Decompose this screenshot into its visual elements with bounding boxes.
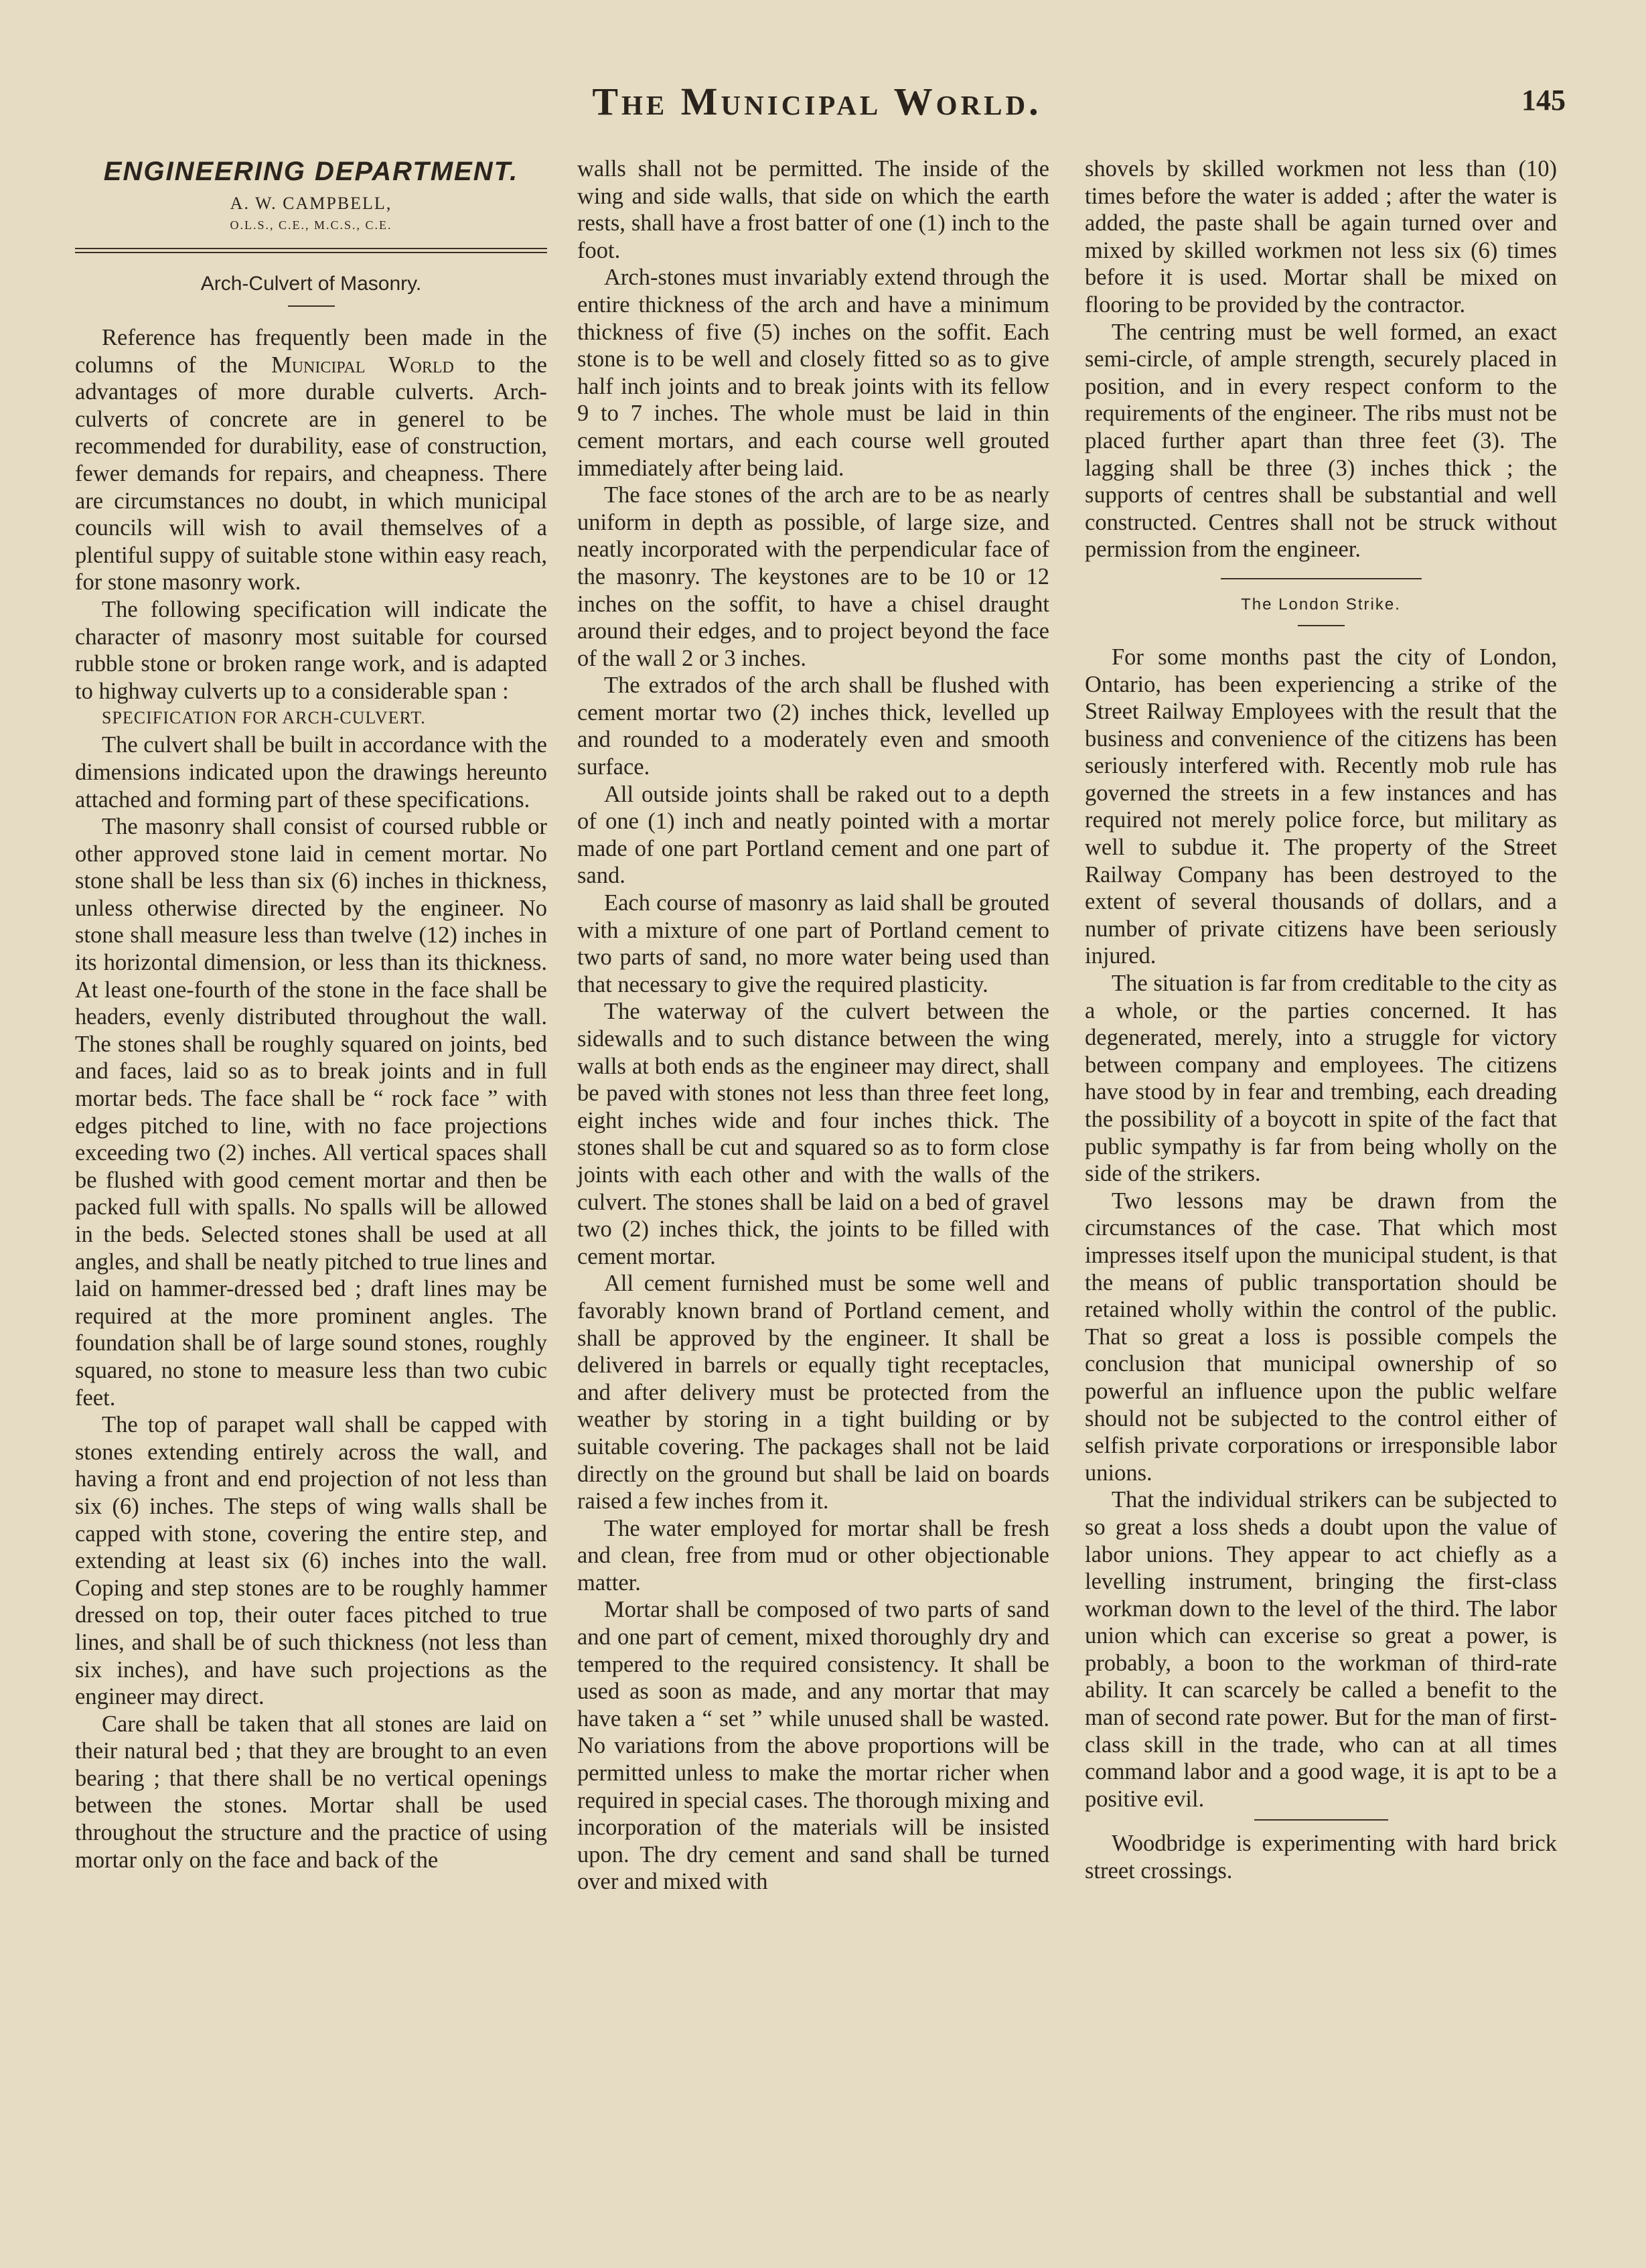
specification-heading: SPECIFICATION FOR ARCH-CULVERT. — [102, 708, 426, 728]
page-number: 145 — [1521, 84, 1566, 117]
paragraph-continued: shovels by skilled workmen not less than (10) times before the water is added ; after the water is added, the paste shall be again turned over and mixed by skilled workmen not less six (6) times before it is used. Mortar shall be mixed on flooring to be provided by the contractor. — [1085, 156, 1557, 317]
paragraph: For some months past the city of London, Ontario, has been experiencing a strike of the Street Railway Employees with the result that the business and convenience of the citizens has been seriously interfered with. Recently mob rule has governed the streets in a few instances and has required not merely police force, but military as well to subdue it. The property of the Street Railway Company has been destroyed to the extent of several thousands of dollars, and a number of private citizens have been seriously injured. — [1085, 644, 1557, 969]
note-separator — [1254, 1819, 1388, 1821]
masthead — [0, 79, 1646, 133]
paragraph: The top of parapet wall shall be capped with stones extending entirely across the wall, and having a front and end projection of not less than six (6) inches. The steps of wing walls shall be capped with stone, covering the entire step, and extending at least six (6) inches into the wall. Coping and step stones are to be roughly hammer dressed on top, their outer faces pitched to true lines, and shall be of such thickness (not less than six inches), and have such projections as the engineer may direct. — [75, 1412, 547, 1710]
paragraph: Reference has frequently been made in the columns of the Municipal World to the advantages of more durable culverts. Arch-culverts of concrete are in generel to be recommended for durability, ease of construction, fewer demands for repairs, and cheapness. There are circumstances no doubt, in which municipal councils will wish to avail themselves of a plentiful suppy of suitable stone within easy reach, for stone masonry work. — [75, 325, 547, 595]
publication-name: Municipal World — [271, 352, 454, 378]
news-note: Woodbridge is experimenting with hard brick street crossings. — [1085, 1831, 1557, 1884]
paragraph: The centring must be well formed, an exact semi-circle, of ample strength, securely placed in position, and in every respect conform to the requirements of the engineer. The ribs must not be placed further apart than three feet (3). The lagging shall be three (3) inches thick ; the supports of centres shall be substantial and well constructed. Centres shall not be struck without permission from the engineer. — [1085, 319, 1557, 563]
department-author: A. W. CAMPBELL, — [230, 194, 392, 213]
title-rule — [1298, 625, 1345, 626]
column-3 — [1085, 155, 1557, 1885]
author-credentials: O.L.S., C.E., M.C.S., C.E. — [230, 218, 392, 232]
paragraph: Each course of masonry as laid shall be grouted with a mixture of one part of Portland cement to two parts of sand, no more water being used than that necessary to give the required plasticity. — [577, 890, 1049, 997]
paragraph: The culvert shall be built in accordance with the dimensions indicated upon the drawings hereunto attached and forming part of these specifications. — [75, 732, 547, 812]
paragraph: All outside joints shall be raked out to a depth of one (1) inch and neatly pointed with a mortar made of one part Portland cement and one part of sand. — [577, 781, 1049, 889]
paragraph: All cement furnished must be some well and favorably known brand of Portland cement, and shall be approved by the engineer. It shall be delivered in barrels or equally tight receptacles, and after delivery must be protected from the weather by storing in a tight building or by suitable covering. The packages shall not be laid directly on the ground but shall be laid on boards raised a few inches from it. — [577, 1271, 1049, 1514]
paragraph: The waterway of the culvert between the sidewalls and to such distance between the wing walls at both ends as the engineer may direct, shall be paved with stones not less than three feet long, eight inches wide and four inches thick. The stones shall be cut and squared so as to form close joints with each other and with the walls of the culvert. The stones shall be laid on a bed of gravel two (2) inches thick, the joints to be filled with cement mortar. — [577, 999, 1049, 1269]
paragraph: The water employed for mortar shall be fresh and clean, free from mud or other objectionable matter. — [577, 1515, 1049, 1596]
paragraph: The extrados of the arch shall be flushed with cement mortar two (2) inches thick, levelled up and rounded to a moderately even and smooth surface. — [577, 672, 1049, 780]
paragraph: The face stones of the arch are to be as nearly uniform in depth as possible, of large size, and neatly incorporated with the perpendicular face of the masonry. The keystones are to be 10 or 12 inches on the soffit, to have a chisel draught around their edges, and to project beyond the face of the wall 2 or 3 inches. — [577, 482, 1049, 671]
article-title-arch-culvert: Arch-Culvert of Masonry. — [200, 273, 422, 295]
paragraph: The situation is far from creditable to the city as a whole, or the parties concerned. It has degenerated, merely, into a struggle for victory between company and employees. The citizens have stood by in fear and trembing, each dreading the possibility of a boycott in spite of the fact that public sympathy is far from being wholly on the side of the strikers. — [1085, 971, 1557, 1187]
publication-title: The Municipal World. — [592, 80, 1042, 123]
department-title: ENGINEERING DEPARTMENT. — [103, 157, 519, 186]
column-1 — [75, 155, 547, 1873]
paragraph-continued: walls shall not be permitted. The inside of the wing and side walls, that side on which the earth rests, shall have a frost batter of one (1) inch to the foot. — [577, 156, 1049, 263]
double-rule-divider — [75, 248, 547, 253]
paragraph: Care shall be taken that all stones are laid on their natural bed ; that they are brought to an even bearing ; that there shall be no vertical openings between the stones. Mortar shall be used throughout the structure and the practice of using mortar only on the face and back of the — [75, 1711, 547, 1873]
paragraph: Two lessons may be drawn from the circumstances of the case. That which most impresses itself upon the municipal student, is that the means of public transportation should be retained wholly within the control of the public. That so great a loss is possible compels the conclusion that municipal ownership of so powerful an influence upon the public welfare should not be subjected to the control either of selfish private corporations or irresponsible labor unions. — [1085, 1188, 1557, 1486]
paragraph: Arch-stones must invariably extend through the entire thickness of the arch and have a minimum thickness of five (5) inches on the soffit. Each stone is to be well and closely fitted so as to give half inch joints and to break joints with its fellow 9 to 7 inches. The whole must be laid in thin cement mortars, and each course well grouted immediately after being laid. — [577, 265, 1049, 481]
paragraph: Mortar shall be composed of two parts of sand and one part of cement, mixed thoroughly dry and tempered to the required consistency. It shall be used as soon as made, and any mortar that may have taken a “ set ” while unused shall be wasted. No variations from the above proportions will be permitted unless to make the mortar richer when required in special cases. The thorough mixing and incorporation of the materials will be insisted upon. The dry cement and sand shall be turned over and mixed with — [577, 1597, 1049, 1895]
article-title-london-strike: The London Strike. — [1241, 595, 1401, 614]
paragraph: The masonry shall consist of coursed rubble or other approved stone laid in cement mortar. No stone shall be less than six (6) inches in thickness, unless otherwise directed by the engineer. No stone shall measure less than twelve (12) inches in its horizontal dimension, or less than its thickness. At least one-fourth of the stone in the face shall be headers, evenly distributed throughout the wall. The stones shall be roughly squared on joints, bed and faces, laid so as to break joints and in full mortar beds. The face shall be “ rock face ” with edges pitched to line, with no face projections exceeding two (2) inches. All vertical spaces shall be flushed with good cement mortar and then be packed full with spalls. No spalls will be allowed in the beds. Selected stones shall be used at all angles, and shall be neatly pitched to true lines and laid on hammer-dressed bed ; draft lines may be required at the more prominent angles. The foundation shall be of large sound stones, roughly squared, no stone to measure less than two cubic feet. — [75, 814, 547, 1411]
article-separator — [1221, 578, 1422, 579]
paragraph: That the individual strikers can be subjected to so great a loss sheds a doubt upon the value of labor unions. They appear to act chiefly as a levelling instrument, bringing the first-class workman down to the level of the third. The labor union which can excerise so great a power, is probably, a boon to the workman of third-rate ability. It can scarcely be called a benefit to the man of second rate power. But for the man of first-class skill in the trade, who can at all times command labor and a good wage, it is apt to be a positive evil. — [1085, 1487, 1557, 1812]
title-rule — [288, 305, 335, 307]
paragraph: The following specification will indicate the character of masonry most suitable for coursed rubble stone or broken range work, and is adapted to highway culverts up to a considerable span : — [75, 596, 547, 704]
column-2 — [577, 155, 1049, 1896]
